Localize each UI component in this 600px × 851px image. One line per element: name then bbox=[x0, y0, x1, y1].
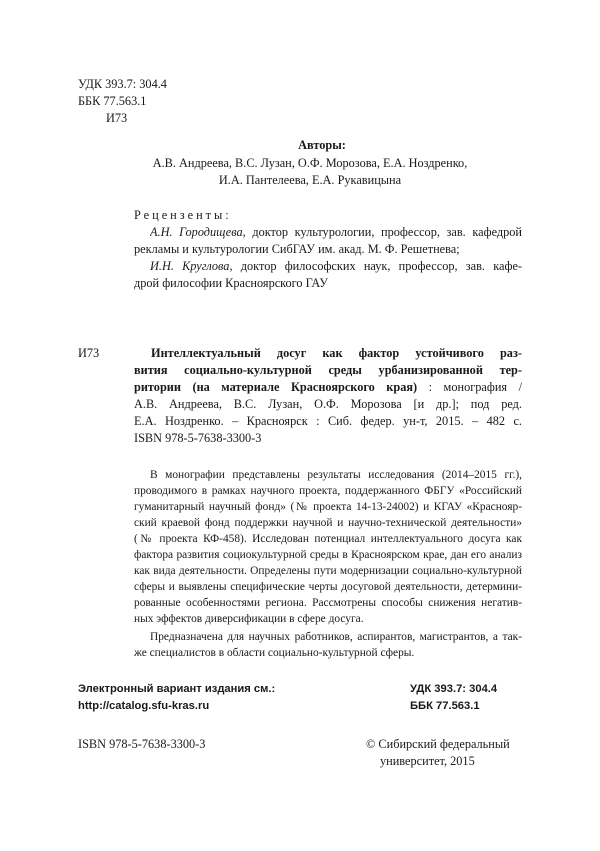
abstract-line: проводимого в рамках научного проекта, поддержанного ФБГУ «Российский bbox=[134, 485, 522, 497]
abstract-line: В монографии представлены результаты исследования (2014–2015 гг.), bbox=[150, 469, 522, 481]
bbk-code-footer: ББК 77.563.1 bbox=[410, 700, 480, 712]
reviewer-1-line-1: А.Н. Городищева, доктор культурологии, профессор, зав. кафедрой bbox=[150, 225, 522, 239]
catalog-authors-line: А.В. Андреева, В.С. Лузан, О.Ф. Морозова [и др.]; под ред. bbox=[134, 397, 522, 411]
reviewer-1-name: А.Н. Городищева bbox=[150, 225, 243, 239]
catalog-title-line-3: ритории (на материале Красноярского края) : монография / bbox=[134, 380, 522, 394]
abstract-line: ных эффектов диверсификации в сфере досуга. bbox=[134, 613, 364, 625]
authors-line-2: И.А. Пантелеева, Е.А. Рукавицына bbox=[218, 173, 402, 187]
authors-line-1: А.В. Андреева, В.С. Лузан, О.Ф. Морозова, Е.А. Ноздренко, bbox=[152, 156, 468, 170]
copyright-line-2: университет, 2015 bbox=[380, 754, 475, 768]
catalog-sign: И73 bbox=[78, 346, 100, 360]
udk-code: УДК 393.7: 304.4 bbox=[78, 77, 167, 91]
reviewer-2-line-1: И.Н. Круглова, доктор философских наук, профессор, зав. кафе- bbox=[150, 259, 522, 273]
isbn-footer: ISBN 978-5-7638-3300-3 bbox=[78, 737, 206, 751]
abstract-line: ский краевой фонд поддержки научной и научно-технической деятельности» bbox=[134, 517, 522, 529]
abstract-line: как вида деятельности. Определены пути модернизации социально-культурной bbox=[134, 565, 522, 577]
abstract-line: (№ проекта КФ-458). Исследован потенциал интеллектуального досуга как bbox=[134, 533, 522, 545]
reviewer-2-name: И.Н. Круглова bbox=[150, 259, 230, 273]
purpose-line: же специалистов в области социально-культурной сферы. bbox=[134, 647, 415, 659]
catalog-title-end: ритории (на материале Красноярского края) bbox=[134, 380, 418, 394]
author-sign: И73 bbox=[106, 111, 128, 125]
bbk-code: ББК 77.563.1 bbox=[78, 94, 147, 108]
abstract-line: фактора развития социокультурной среды в Красноярском крае, дан его анализ bbox=[134, 549, 522, 561]
catalog-title-line-1: Интеллектуальный досуг как фактор устойчивого раз- bbox=[151, 346, 522, 360]
reviewer-1-line-2: рекламы и культурологии СибГАУ им. акад. М. Ф. Решетнева; bbox=[134, 242, 460, 256]
abstract-line: сферы и выявлены специфические черты досуговой деятельности, детермини- bbox=[134, 581, 522, 593]
catalog-url-link[interactable]: http://catalog.sfu-kras.ru bbox=[78, 700, 210, 712]
abstract-line: гуманитарный научный фонд» (№ проекта 14-13-24002) и КГАУ «Краснояр- bbox=[134, 501, 522, 513]
catalog-title-line-2: вития социально-культурной среды урбанизированной тер- bbox=[134, 363, 522, 377]
reviewer-2-line-2: дрой философии Красноярского ГАУ bbox=[134, 276, 328, 290]
copyright-line-1: © Сибирский федеральный bbox=[366, 737, 510, 751]
udk-code-footer: УДК 393.7: 304.4 bbox=[410, 683, 498, 695]
catalog-publisher-line: Е.А. Ноздренко. – Красноярск : Сиб. федер. ун-т, 2015. – 482 с. bbox=[134, 414, 522, 428]
purpose-line: Предназначена для научных работников, аспирантов, магистрантов, а так- bbox=[150, 631, 522, 643]
catalog-isbn: ISBN 978-5-7638-3300-3 bbox=[134, 431, 262, 445]
electronic-version-label: Электронный вариант издания см.: bbox=[78, 683, 276, 695]
authors-heading: Авторы: bbox=[298, 138, 346, 152]
reviewers-heading: Рецензенты: bbox=[134, 208, 232, 222]
abstract-line: рованные особенностями региона. Рассмотрены способы снижения негатив- bbox=[134, 597, 522, 609]
